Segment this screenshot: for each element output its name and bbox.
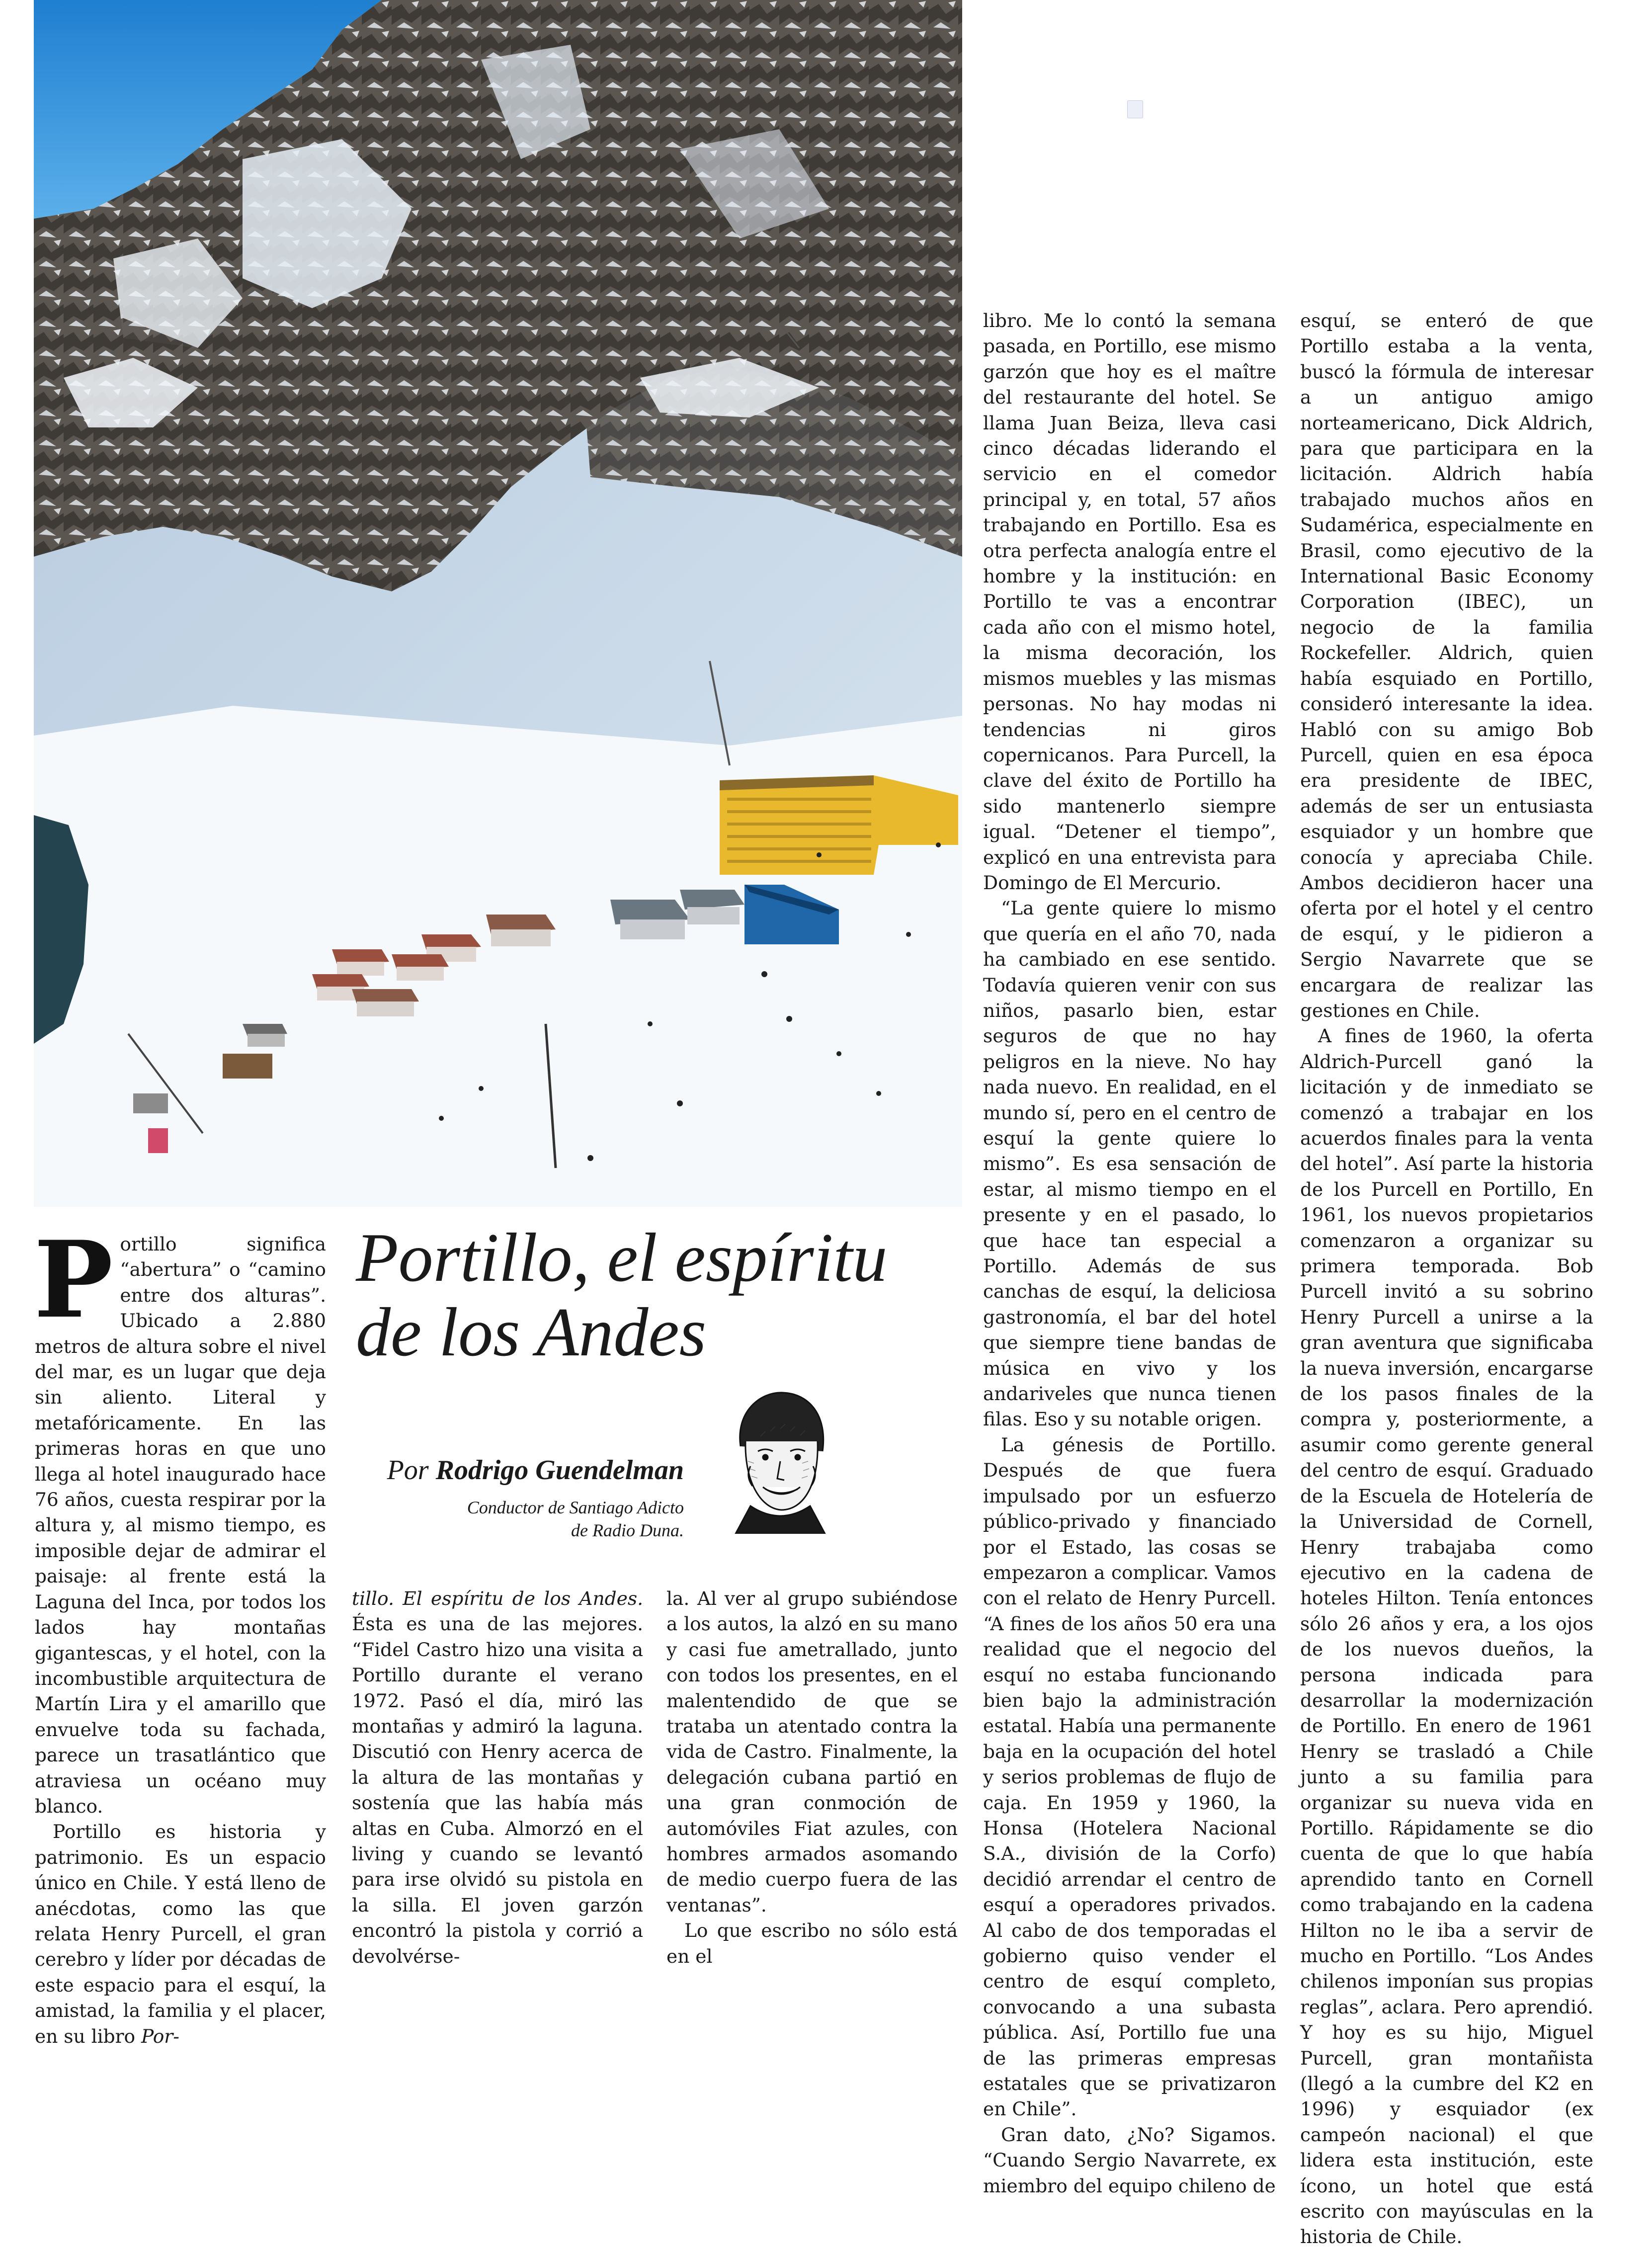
byline-prefix: Por [387, 1455, 429, 1486]
paragraph-1 [34, 1218, 326, 1819]
article-headline [356, 1221, 962, 1370]
drop-cap: P [34, 1218, 113, 1341]
author-portrait [721, 1382, 840, 1534]
paragraph-3 [352, 1586, 643, 1969]
paragraph-4: la. Al ver al grupo subiéndose a los autos, la alzó en su mano y casi fue ametrallado, junto con todos los presentes, en el malentendido de que se trataba un atentado contra la vida de Castro. Finalmente, la delegación cubana partió en una gran conmoción de automóviles Fiat azules, con hombres armados asomando de medio cuerpo fuera de las ventanas”. [666, 1587, 958, 1916]
book-title-continued: tillo. El espíritu de los Andes. [352, 1587, 643, 1609]
paragraph-11: A fines de 1960, la oferta Aldrich-Purcell ganó la licitación y de inmediato se comenzó a trabajar en los acuerdos finales para la venta del hotel”. Así parte la historia de los Purcell en Portillo, En 1961, los nuevos propietarios comenzaron a organizar su primera temporada. Bob Purcell invitó a su sobrino Henry Purcell a unirse a la gran aventura que significaba la nueva inversión, encargarse de los pasos finales de la compra y, posteriormente, a asumir como gerente general del centro de esquí. Graduado de la Escuela de Hotelería de la Universidad de Cornell, Henry trabajaba como ejecutivo en la cadena de hoteles Hilton. Tenía entonces sólo 26 años y era, a los ojos de los nuevos dueños, la persona indicada para desarrollar la modernización de Portillo. En enero de 1961 Henry se trasladó a Chile junto a su familia para organizar su nueva vida en Portillo. Rápidamente se dio cuenta de que lo que había aprendido tanto en Cornell como trabajando en la cadena Hilton no le iba a servir de mucho en Portillo. “Los Andes chilenos imponían sus propias reglas”, aclara. Pero aprendió. Y hoy es su hijo, Miguel Purcell, gran montañista (llegó a la cumbre del K2 en 1996) y esquiador (ex campeón nacional) el que lidera esta institución, este ícono, un hotel que está escrito con mayúsculas en la historia de Chile. [1300, 1025, 1593, 2248]
author-role [356, 1496, 684, 1542]
author-role-line-1: Conductor de Santiago Adicto [467, 1498, 684, 1517]
paragraph-6: libro. Me lo contó la semana pasada, en Portillo, ese mismo garzón que hoy es el maître del restaurante del hotel. Se llama Juan Beiza, lleva casi cinco décadas liderando el servicio en el comedor principal y, en total, 57 años trabajando en Portillo. Esa es otra perfecta analogía entre el hombre y la institución: en Portillo te vas a encontrar cada año con el mismo hotel, la misma decoración, los mismos muebles y las mismas personas. No hay modas ni tendencias ni giros copernicanos. Para Purcell, la clave del éxito de Portillo ha sido mantenerlo siempre igual. “Detener el tiempo”, explicó en una entrevista para Domingo de El Mercurio. [983, 310, 1276, 894]
author-role-line-2: de Radio Duna. [571, 1520, 684, 1540]
paragraph-9: Gran dato, ¿No? Sigamos. “Cuando Sergio Navarrete, ex miembro del equipo chileno de [983, 2123, 1276, 2197]
comment-icon[interactable] [1127, 100, 1143, 118]
paragraph-8: La génesis de Portillo. Después de que fuera impulsado por un esfuerzo público-privado y financiado por el Estado, las cosas se empezaron a complicar. Vamos con el relato de Henry Purcell. “A fines de los años 50 era una realidad que el negocio del esquí no estaba funcionando bien bajo la administración estatal. Había una permanente baja en la ocupación del hotel y serios problemas de flujo de caja. En 1959 y 1960, la Honsa (Hotelera Nacional S.A., división de la Corfo) decidió arrendar el centro de esquí a operadores privados. Al cabo de dos temporadas el gobierno quiso vender el centro de esquí completo, convocando a una subasta pública. Así, Portillo fue una de las primeras empresas estatales que se privatizaron en Chile”. [983, 1433, 1276, 2120]
article-column-4 [983, 308, 1276, 2199]
hero-photo [34, 0, 962, 1207]
headline-line-1: Portillo, el espíritu [356, 1219, 888, 1296]
byline [356, 1454, 684, 1486]
article-column-2 [352, 1586, 643, 1969]
paragraph-1-text: ortillo significa “abertura” o “camino entre dos alturas”. Ubicado a 2.880 metros de altura sobre el nivel del mar, es un lugar que deja sin aliento. Literal y metafóricamente. En las primeras horas en que uno llega al hotel inaugurado hace 76 años, cuesta respirar por la altura y, al mismo tiempo, es imposible dejar de admirar el paisaje: al frente está la Laguna del Inca, por todos los lados hay montañas gigantescas, y el hotel, con la incombustible arquitectura de Martín Lira y el amarillo que envuelve toda su fachada, parece un trasatlántico que atraviesa un océano muy blanco. [35, 1233, 326, 1817]
book-title-fragment: Por- [141, 2025, 179, 2047]
headline-line-2: de los Andes [356, 1294, 707, 1371]
paragraph-3-text: Ésta es una de las mejores. “Fidel Castro hizo una visita a Portillo durante el verano 1972. Pasó el día, miró las montañas y admiró la laguna. Discutió con Henry acerca de la altura de las montañas y sostenía que las había más altas en Cuba. Almorzó en el living y cuando se levantó para irse olvidó su pistola en la silla. El joven garzón encontró la pistola y corrió a devolvérse- [352, 1613, 643, 1967]
article-column-1 [34, 1218, 326, 2049]
article-column-3 [666, 1586, 958, 1969]
paragraph-7: “La gente quiere lo mismo que quería en el año 70, nada ha cambiado en ese sentido. Todavía quieren venir con sus niños, pasarlo bien, estar seguros de que no hay peligros en la nieve. No hay nada nuevo. En realidad, en el mundo sí, pero en el centro de esquí la gente quiere lo mismo”. Es esa sensación de estar, al mismo tiempo en el presente y en el pasado, lo que hace tan especial a Portillo. Además de sus canchas de esquí, la deliciosa gastronomía, el bar del hotel que siempre tiene bandas de música en vivo y los andariveles que nunca tienen filas. Eso y su notable origen. [983, 897, 1276, 1430]
paragraph-10: esquí, se enteró de que Portillo estaba a la venta, buscó la fórmula de interesar a un antiguo amigo norteamericano, Dick Aldrich, para que participara en la licitación. Aldrich había trabajado muchos años en Sudamérica, especialmente en Brasil, como ejecutivo de la International Basic Economy Corporation (IBEC), un negocio de la familia Rockefeller. Aldrich, quien había esquiado en Portillo, consideró interesante la idea. Habló con su amigo Bob Purcell, quien en esa época era presidente de IBEC, además de ser un entusiasta esquiador y un hombre que conocía y apreciaba Chile. Ambos decidieron hacer una oferta por el hotel y el centro de esquí, y le pidieron a Sergio Navarrete que se encargara de realizar las gestiones en Chile. [1300, 310, 1593, 1021]
author-name: Rodrigo Guendelman [435, 1455, 684, 1486]
paragraph-5: Lo que escribo no sólo está en el [666, 1919, 958, 1967]
paragraph-2-text: Portillo es historia y patrimonio. Es un espacio único en Chile. Y está lleno de anécdotas, como las que relata Henry Purcell, el gran cerebro y líder por décadas de este espacio para el esquí, la amistad, la familia y el placer, en su libro [35, 1821, 326, 2047]
article-column-5 [1300, 308, 1593, 2250]
paragraph-2 [35, 1819, 326, 2049]
author-portrait-illustration [721, 1382, 840, 1534]
portillo-landscape-illustration [34, 0, 962, 1207]
